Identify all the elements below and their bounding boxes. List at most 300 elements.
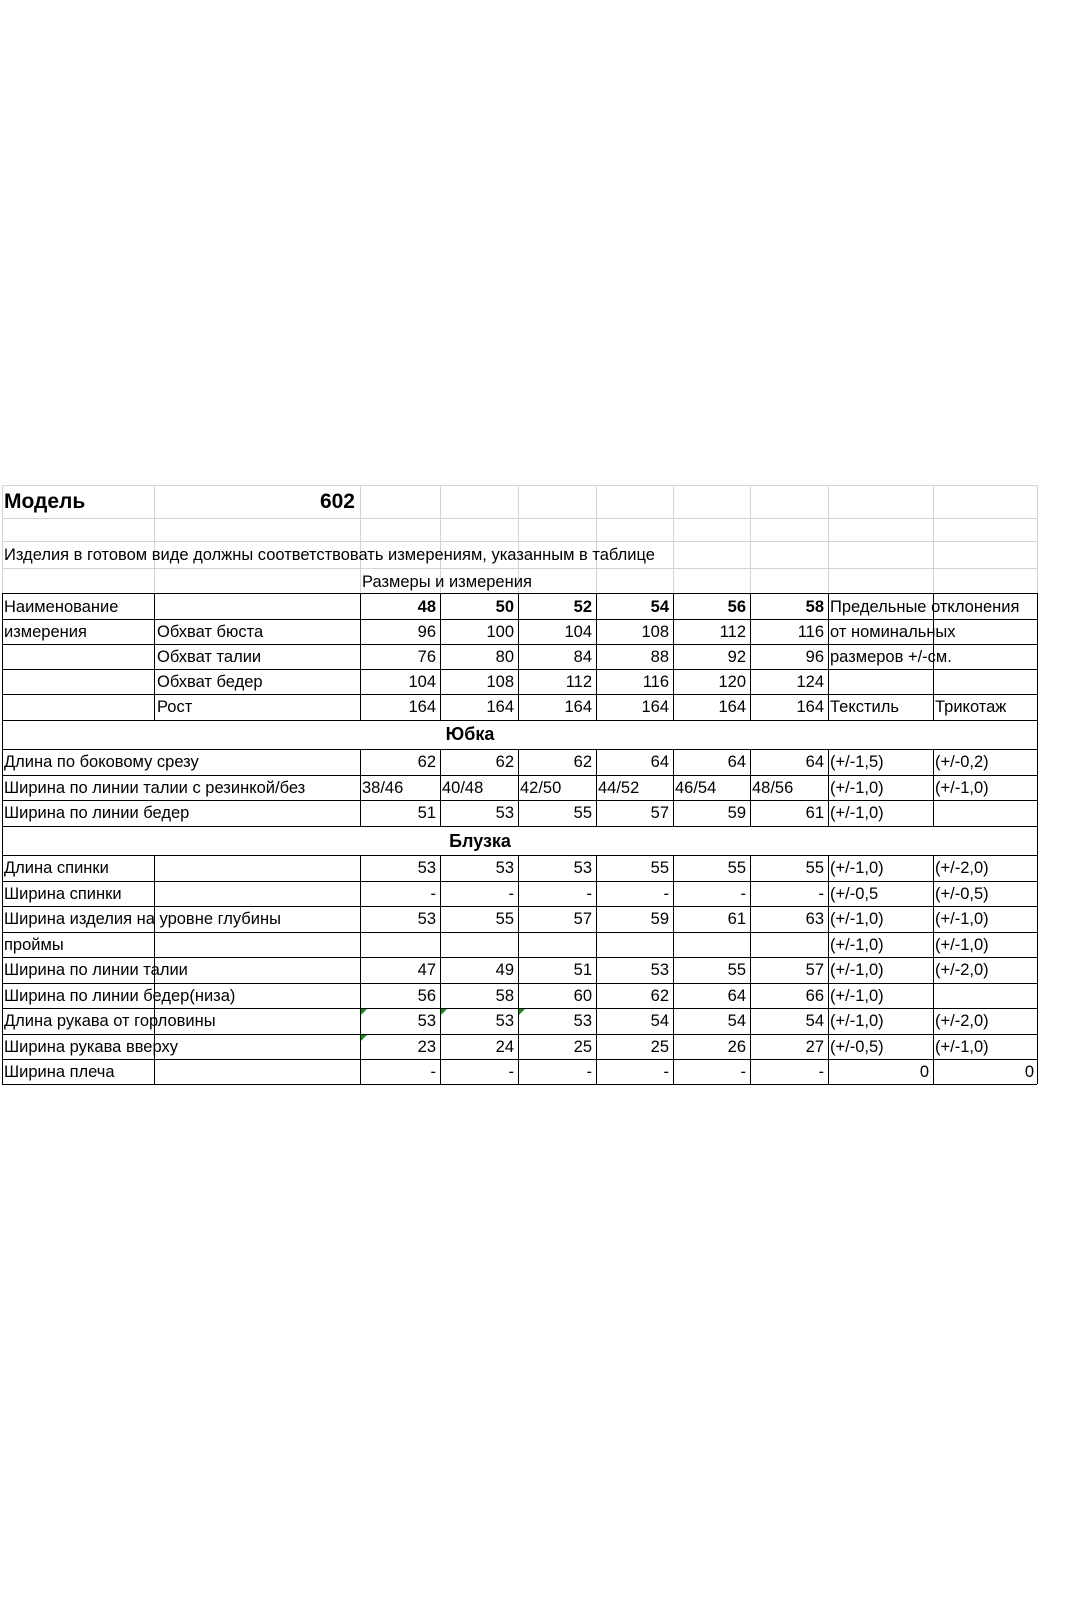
skirt-row-value: 64 xyxy=(650,753,669,771)
grid-line-v xyxy=(673,1059,674,1084)
grid-line-v xyxy=(596,932,597,957)
blouse-row-name: Длина спинки xyxy=(4,859,109,877)
fabric-textile: Текстиль xyxy=(830,698,899,716)
measurement-value: 164 xyxy=(486,698,514,716)
skirt-row-value: 42/50 xyxy=(520,779,562,797)
measurement-value: 164 xyxy=(718,698,746,716)
grid-line-v xyxy=(518,881,519,906)
grid-line-v xyxy=(673,644,674,669)
grid-line-v xyxy=(750,1034,751,1059)
grid-line-v xyxy=(828,644,829,669)
grid-line-v xyxy=(933,932,934,957)
blouse-row-value: 60 xyxy=(573,987,592,1005)
grid-line-v xyxy=(828,694,829,720)
grid-line-v xyxy=(154,644,155,669)
grid-line-v xyxy=(440,619,441,644)
skirt-row-value: 38/46 xyxy=(362,779,404,797)
measurement-name: Обхват талии xyxy=(157,648,262,666)
blouse-row-value: 53 xyxy=(495,1012,514,1030)
blouse-row-value: 53 xyxy=(650,961,669,979)
section-blouse-title: Блузка xyxy=(449,831,511,851)
grid-line-v xyxy=(673,619,674,644)
grid-line-v xyxy=(360,669,361,694)
grid-line-h xyxy=(2,541,1037,542)
grid-line-v xyxy=(596,749,597,775)
blouse-row-value: - xyxy=(430,1063,436,1081)
grid-line-v xyxy=(440,593,441,619)
blouse-textile-tolerance: 0 xyxy=(919,1063,929,1081)
grid-line-v xyxy=(673,906,674,932)
measurement-value: 116 xyxy=(642,673,669,691)
skirt-row-value: 48/56 xyxy=(752,779,794,797)
grid-line-v xyxy=(440,932,441,957)
note-text: Изделия в готовом виде должны соответствовать измерениям, указанным в таблице xyxy=(4,546,655,564)
blouse-row-value: 24 xyxy=(495,1038,514,1056)
blouse-row-value: 54 xyxy=(650,1012,669,1030)
blouse-row-name: проймы xyxy=(4,936,64,954)
size-48: 48 xyxy=(417,598,436,616)
blouse-row-name: Длина рукава от горловины xyxy=(4,1012,216,1030)
skirt-row-value: 44/52 xyxy=(598,779,640,797)
measurement-value: 112 xyxy=(719,623,746,641)
grid-line-v xyxy=(596,906,597,932)
measurement-value: 92 xyxy=(727,648,746,666)
grid-line-v xyxy=(440,1059,441,1084)
grid-line-v xyxy=(360,593,361,619)
grid-line-v xyxy=(673,593,674,619)
grid-line-v xyxy=(828,593,829,619)
grid-line-h xyxy=(2,485,1037,486)
skirt-row-value: 59 xyxy=(727,804,746,822)
skirt-row-value: 64 xyxy=(805,753,824,771)
grid-line-v xyxy=(933,855,934,881)
grid-line-v xyxy=(440,669,441,694)
grid-line-v xyxy=(440,957,441,983)
skirt-row-name: Длина по боковому срезу xyxy=(4,753,199,771)
grid-line-v xyxy=(933,775,934,800)
blouse-knit-tolerance: (+/-2,0) xyxy=(935,1012,989,1030)
grid-line-v xyxy=(360,881,361,906)
blouse-row-value: 54 xyxy=(727,1012,746,1030)
grid-line-h xyxy=(2,1084,1037,1085)
blouse-row-value: - xyxy=(430,885,436,903)
skirt-textile-tolerance: (+/-1,5) xyxy=(830,753,884,771)
grid-line-v xyxy=(828,775,829,800)
grid-line-v xyxy=(154,694,155,720)
deviation-header-2: от номинальных xyxy=(830,623,956,641)
skirt-row-value: 61 xyxy=(805,804,824,822)
blouse-row-value: 47 xyxy=(417,961,436,979)
blouse-knit-tolerance: (+/-0,5) xyxy=(935,885,989,903)
grid-line-v xyxy=(360,775,361,800)
grid-line-v xyxy=(750,906,751,932)
blouse-row-value: - xyxy=(818,885,824,903)
section-skirt-title: Юбка xyxy=(445,724,495,744)
comment-indicator-icon xyxy=(441,1009,447,1015)
grid-line-v xyxy=(828,855,829,881)
blouse-row-value: 57 xyxy=(805,961,824,979)
sizes-header: Размеры и измерения xyxy=(362,573,532,591)
grid-line-v xyxy=(154,619,155,644)
grid-line-v xyxy=(750,800,751,826)
skirt-knit-tolerance xyxy=(935,801,1035,825)
grid-line-v xyxy=(750,932,751,957)
blouse-row-value: 55 xyxy=(805,859,824,877)
grid-line-v xyxy=(673,983,674,1008)
grid-line-v xyxy=(750,855,751,881)
blouse-row-value: - xyxy=(663,885,669,903)
measurement-value: 104 xyxy=(564,623,592,641)
grid-line-v xyxy=(518,644,519,669)
fabric-knit: Трикотаж xyxy=(935,698,1007,716)
skirt-textile-tolerance: (+/-1,0) xyxy=(830,804,884,822)
blouse-textile-tolerance: (+/-1,0) xyxy=(830,961,884,979)
blouse-knit-tolerance xyxy=(935,984,1035,1008)
skirt-row-name: Ширина по линии бедер xyxy=(4,804,190,822)
grid-line-v xyxy=(360,983,361,1008)
grid-line-v xyxy=(828,1059,829,1084)
grid-line-v xyxy=(750,619,751,644)
blouse-row-value: 55 xyxy=(727,961,746,979)
grid-line-v xyxy=(933,881,934,906)
blouse-row-value: 55 xyxy=(650,859,669,877)
grid-line-v xyxy=(440,906,441,932)
grid-line-v xyxy=(750,983,751,1008)
grid-line-v xyxy=(518,593,519,619)
grid-line-v xyxy=(673,775,674,800)
measurement-value: 164 xyxy=(408,698,436,716)
name-header-1: Наименование xyxy=(4,598,119,616)
grid-line-v xyxy=(596,800,597,826)
grid-line-v xyxy=(360,957,361,983)
grid-line-h xyxy=(2,518,1037,519)
blouse-row-value: - xyxy=(508,1063,514,1081)
grid-line-v xyxy=(673,669,674,694)
grid-line-v xyxy=(828,619,829,644)
measurement-name: Обхват бюста xyxy=(157,623,264,641)
grid-line-v xyxy=(828,906,829,932)
blouse-row-value xyxy=(675,933,746,957)
grid-line-v xyxy=(360,749,361,775)
grid-line-v xyxy=(673,855,674,881)
grid-line-v xyxy=(673,694,674,720)
grid-line-v xyxy=(673,800,674,826)
measurement-value: 108 xyxy=(486,673,514,691)
comment-indicator-icon xyxy=(519,1009,525,1015)
size-56: 56 xyxy=(727,598,746,616)
grid-line-v xyxy=(596,1034,597,1059)
blouse-row-value: - xyxy=(740,1063,746,1081)
blouse-knit-tolerance: (+/-1,0) xyxy=(935,1038,989,1056)
measurement-value: 100 xyxy=(486,623,514,641)
blouse-knit-tolerance: (+/-2,0) xyxy=(935,859,989,877)
grid-line-v xyxy=(518,775,519,800)
grid-line-v xyxy=(360,694,361,720)
grid-line-v xyxy=(518,694,519,720)
measurement-value: 96 xyxy=(417,623,436,641)
skirt-row-value: 53 xyxy=(495,804,514,822)
blouse-knit-tolerance: (+/-1,0) xyxy=(935,910,989,928)
blouse-row-name: Ширина рукава вверху xyxy=(4,1038,178,1056)
blouse-row-value: 55 xyxy=(495,910,514,928)
comment-indicator-icon xyxy=(361,1035,367,1041)
grid-line-v xyxy=(518,932,519,957)
measurement-value: 124 xyxy=(796,673,824,691)
grid-line-v xyxy=(596,957,597,983)
skirt-textile-tolerance: (+/-1,0) xyxy=(830,779,884,797)
blouse-row-value: - xyxy=(586,1063,592,1081)
blouse-knit-tolerance: (+/-2,0) xyxy=(935,961,989,979)
grid-line-v xyxy=(828,669,829,694)
grid-line-v xyxy=(750,749,751,775)
grid-line-v xyxy=(360,906,361,932)
blouse-row-value: 53 xyxy=(573,859,592,877)
grid-line-h xyxy=(2,720,1037,721)
grid-line-v xyxy=(518,855,519,881)
blouse-row-value: - xyxy=(818,1063,824,1081)
blouse-knit-tolerance: 0 xyxy=(1024,1063,1034,1081)
blouse-row-value: 53 xyxy=(417,910,436,928)
blouse-row-value: 53 xyxy=(417,859,436,877)
blouse-row-value: - xyxy=(740,885,746,903)
grid-line-v xyxy=(933,957,934,983)
grid-line-v xyxy=(673,1034,674,1059)
skirt-knit-tolerance: (+/-0,2) xyxy=(935,753,989,771)
measurement-value: 108 xyxy=(641,623,669,641)
grid-line-v xyxy=(750,957,751,983)
skirt-row-value: 51 xyxy=(417,804,436,822)
grid-line-v xyxy=(518,1034,519,1059)
grid-line-v xyxy=(750,644,751,669)
grid-line-v xyxy=(933,1008,934,1034)
measurement-value: 164 xyxy=(796,698,824,716)
grid-line-v xyxy=(750,669,751,694)
grid-line-v xyxy=(828,932,829,957)
grid-line-v xyxy=(828,983,829,1008)
blouse-row-name: Ширина плеча xyxy=(4,1063,115,1081)
measurement-value: 120 xyxy=(718,673,746,691)
blouse-row-value: 58 xyxy=(495,987,514,1005)
grid-line-v xyxy=(596,644,597,669)
blouse-row-value xyxy=(442,933,514,957)
grid-line-v xyxy=(518,957,519,983)
blouse-row-value: 59 xyxy=(650,910,669,928)
grid-line-v xyxy=(440,749,441,775)
skirt-row-value: 55 xyxy=(573,804,592,822)
blouse-row-value: 53 xyxy=(495,859,514,877)
grid-line-v xyxy=(440,775,441,800)
grid-line-v xyxy=(933,800,934,826)
size-54: 54 xyxy=(650,598,669,616)
blouse-row-value: 64 xyxy=(727,987,746,1005)
skirt-row-value: 64 xyxy=(727,753,746,771)
grid-line-v xyxy=(933,983,934,1008)
grid-line-v xyxy=(596,669,597,694)
measurement-value: 88 xyxy=(650,648,669,666)
blouse-row-value: 62 xyxy=(650,987,669,1005)
grid-line-v xyxy=(440,694,441,720)
blouse-row-value: 53 xyxy=(573,1012,592,1030)
grid-line-v xyxy=(933,1059,934,1084)
blouse-textile-tolerance: (+/-0,5) xyxy=(830,1038,884,1056)
grid-line-v xyxy=(750,694,751,720)
blouse-row-value: 49 xyxy=(495,961,514,979)
grid-line-h xyxy=(2,826,1037,827)
skirt-row-value: 40/48 xyxy=(442,779,484,797)
grid-line-v xyxy=(440,1034,441,1059)
comment-indicator-icon xyxy=(361,1009,367,1015)
blouse-row-value: 25 xyxy=(650,1038,669,1056)
blouse-row-value: 61 xyxy=(727,910,746,928)
skirt-row-value: 62 xyxy=(495,753,514,771)
measurement-name: Рост xyxy=(157,698,193,716)
grid-line-v xyxy=(2,593,3,1084)
grid-line-v xyxy=(154,669,155,694)
blouse-row-value xyxy=(520,933,592,957)
size-50: 50 xyxy=(495,598,514,616)
blouse-row-value: 54 xyxy=(805,1012,824,1030)
size-52: 52 xyxy=(573,598,592,616)
grid-line-v xyxy=(360,932,361,957)
grid-line-v xyxy=(933,669,934,694)
measurement-value: 164 xyxy=(641,698,669,716)
blouse-textile-tolerance: (+/-1,0) xyxy=(830,910,884,928)
blouse-textile-tolerance: (+/-1,0) xyxy=(830,936,884,954)
model-label: Модель xyxy=(4,490,86,513)
grid-line-v xyxy=(360,855,361,881)
grid-line-v xyxy=(673,957,674,983)
grid-line-v xyxy=(596,619,597,644)
blouse-knit-tolerance: (+/-1,0) xyxy=(935,936,989,954)
measurement-value: 116 xyxy=(797,623,824,641)
grid-line-v xyxy=(828,957,829,983)
grid-line-v xyxy=(828,1034,829,1059)
grid-line-v xyxy=(440,983,441,1008)
grid-line-v xyxy=(360,644,361,669)
blouse-row-value: 25 xyxy=(573,1038,592,1056)
blouse-row-value: - xyxy=(586,885,592,903)
blouse-row-value: 23 xyxy=(417,1038,436,1056)
grid-line-v xyxy=(673,1008,674,1034)
grid-line-v xyxy=(933,694,934,720)
blouse-textile-tolerance: (+/-1,0) xyxy=(830,987,884,1005)
grid-line-h xyxy=(2,568,1037,569)
blouse-row-value: 53 xyxy=(417,1012,436,1030)
grid-line-v xyxy=(673,749,674,775)
grid-line-v xyxy=(360,619,361,644)
measurement-value: 80 xyxy=(495,648,514,666)
grid-line-v xyxy=(596,1008,597,1034)
measurement-value: 104 xyxy=(408,673,436,691)
blouse-textile-tolerance: (+/-0,5 xyxy=(830,885,879,903)
grid-line-v xyxy=(518,1059,519,1084)
blouse-row-value xyxy=(362,933,436,957)
measurement-value: 76 xyxy=(417,648,436,666)
skirt-knit-tolerance: (+/-1,0) xyxy=(935,779,989,797)
grid-line-v xyxy=(828,1008,829,1034)
grid-line-v xyxy=(360,800,361,826)
grid-line-v xyxy=(828,881,829,906)
blouse-row-value: 57 xyxy=(573,910,592,928)
skirt-row-value: 62 xyxy=(573,753,592,771)
grid-line-v xyxy=(596,881,597,906)
blouse-row-name: Ширина спинки xyxy=(4,885,122,903)
grid-line-v xyxy=(440,800,441,826)
blouse-textile-tolerance: (+/-1,0) xyxy=(830,859,884,877)
grid-line-v xyxy=(750,881,751,906)
skirt-row-value: 62 xyxy=(417,753,436,771)
blouse-row-value: - xyxy=(508,885,514,903)
grid-line-v xyxy=(1037,593,1038,1084)
grid-line-v xyxy=(596,983,597,1008)
blouse-row-name: Ширина по линии талии xyxy=(4,961,188,979)
deviation-header-1: Предельные отклонения xyxy=(830,598,1020,616)
grid-line-v xyxy=(933,906,934,932)
grid-line-v xyxy=(673,932,674,957)
grid-line-v xyxy=(596,855,597,881)
grid-line-v xyxy=(750,775,751,800)
blouse-row-name: Ширина по линии бедер(низа) xyxy=(4,987,236,1005)
deviation-header-3: размеров +/-см. xyxy=(830,648,952,666)
size-58: 58 xyxy=(805,598,824,616)
blouse-row-value: 55 xyxy=(727,859,746,877)
blouse-textile-tolerance: (+/-1,0) xyxy=(830,1012,884,1030)
skirt-row-name: Ширина по линии талии с резинкой/без xyxy=(4,779,306,797)
grid-line-v xyxy=(518,800,519,826)
grid-line-v xyxy=(518,983,519,1008)
grid-line-v xyxy=(518,619,519,644)
blouse-row-value: 66 xyxy=(805,987,824,1005)
grid-line-v xyxy=(440,855,441,881)
grid-line-v xyxy=(596,593,597,619)
skirt-row-value: 57 xyxy=(650,804,669,822)
blouse-row-name: Ширина изделия на уровне глубины xyxy=(4,910,281,928)
grid-line-v xyxy=(750,1059,751,1084)
model-number: 602 xyxy=(319,490,355,513)
measurement-name: Обхват бедер xyxy=(157,673,263,691)
grid-line-v xyxy=(518,906,519,932)
skirt-row-value: 46/54 xyxy=(675,779,717,797)
grid-line-v xyxy=(933,749,934,775)
grid-line-v xyxy=(828,800,829,826)
blouse-row-value: 26 xyxy=(727,1038,746,1056)
grid-line-v xyxy=(440,644,441,669)
blouse-row-value: 27 xyxy=(805,1038,824,1056)
grid-line-v xyxy=(933,1034,934,1059)
grid-line-v xyxy=(596,1059,597,1084)
grid-line-v xyxy=(596,694,597,720)
measurement-value: 112 xyxy=(565,673,592,691)
blouse-row-value: 63 xyxy=(805,910,824,928)
grid-line-v xyxy=(828,749,829,775)
grid-line-v xyxy=(750,593,751,619)
grid-line-v xyxy=(518,669,519,694)
name-header-2: измерения xyxy=(4,623,87,641)
blouse-row-value: - xyxy=(663,1063,669,1081)
blouse-row-value xyxy=(752,933,824,957)
blouse-row-value: 51 xyxy=(573,961,592,979)
measurement-value: 84 xyxy=(573,648,592,666)
measurement-value: 96 xyxy=(805,648,824,666)
grid-line-v xyxy=(750,1008,751,1034)
blouse-row-value: 56 xyxy=(417,987,436,1005)
grid-line-v xyxy=(518,749,519,775)
grid-line-v xyxy=(596,775,597,800)
grid-line-v xyxy=(440,881,441,906)
grid-line-v xyxy=(673,881,674,906)
grid-line-v xyxy=(360,1059,361,1084)
measurement-value: 164 xyxy=(564,698,592,716)
